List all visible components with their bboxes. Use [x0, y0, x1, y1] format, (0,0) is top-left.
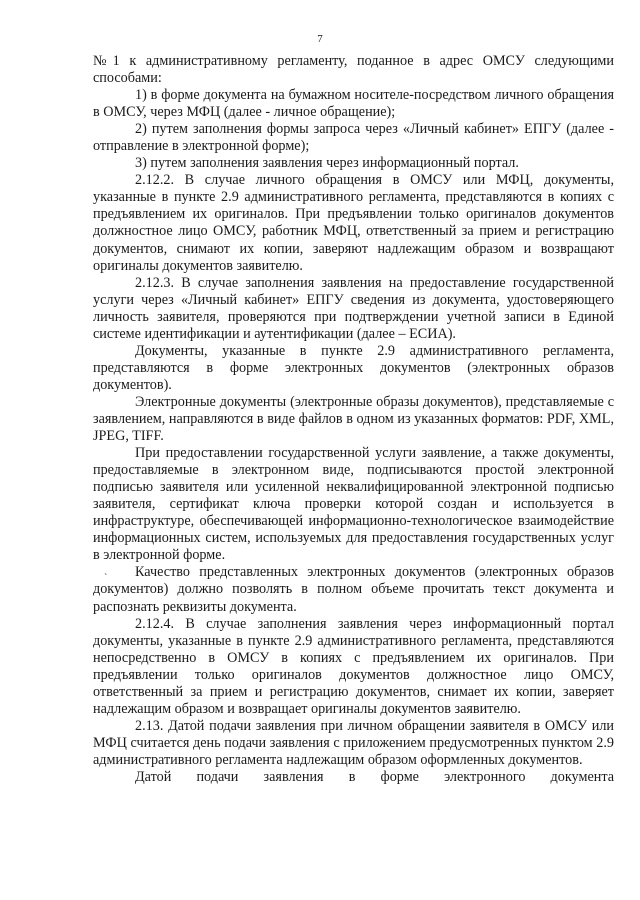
document-body — [93, 53, 614, 786]
page-number: 7 — [317, 33, 323, 45]
paragraph: Документы, указанные в пункте 2.9 административного регламента, представляются в форме электронных документов (электронных образов документов). — [93, 342, 614, 393]
paragraph: 2.13. Датой подачи заявления при личном обращении заявителя в ОМСУ или МФЦ считается день подачи заявления с приложением предусмотренных пунктом 2.9 административного регламента надлежащим образом оформленных документов. — [93, 717, 614, 768]
paragraph: 2.12.4. В случае заполнения заявления через информационный портал документы, указанные в пункте 2.9 административного регламента, представляются непосредственно в ОМСУ в копиях с предъявлением их оригиналов. При предъявлении только оригиналов документов должностное лицо ОМСУ, ответственный за прием и регистрацию документов, снимает их копии, заверяет надлежащим образом и возвращает оригиналы документов заявителю. — [93, 615, 614, 717]
stray-mark: ` — [104, 573, 108, 584]
paragraph: 2) путем заполнения формы запроса через «Личный кабинет» ЕПГУ (далее - отправление в электронной форме); — [93, 121, 614, 155]
paragraph: Качество представленных электронных документов (электронных образов документов) должно позволять в полном объеме прочитать текст документа и распознать реквизиты документа. — [93, 564, 614, 615]
paragraph: 3) путем заполнения заявления через информационный портал. — [135, 155, 519, 172]
paragraph: 2.12.3. В случае заполнения заявления на предоставление государственной услуги через «Личный кабинет» ЕПГУ сведения из документа, удостоверяющего личность заявителя, проверяются при подтверждении учетной записи в Единой системе идентификации и аутентификации (далее – ЕСИА). — [93, 274, 614, 342]
paragraph: 1) в форме документа на бумажном носителе-посредством личного обращения в ОМСУ, через МФЦ (далее - личное обращение); — [93, 87, 614, 121]
paragraph: Датой подачи заявления в форме электронного документа — [135, 768, 614, 785]
paragraph: При предоставлении государственной услуги заявление, а также документы, предоставляемые в электронном виде, подписываются простой электронной подписью заявителя или усиленной неквалифицированной электронной подписью заявителя, сертификат ключа проверки которой создан и используется в инфраструктуре, обеспечивающей информационно-технологическое взаимодействие информационных систем, используемых для предоставления государственных услуг в электронной форме. — [93, 445, 614, 564]
paragraph: 2.12.2. В случае личного обращения в ОМСУ или МФЦ, документы, указанные в пункте 2.9 административного регламента, представляются в копиях с предъявлением их оригиналов. При предъявлении только оригиналов документов должностное лицо ОМСУ, работник МФЦ, ответственный за прием и регистрацию документов, снимают их копии, заверяют надлежащим образом и возвращают оригиналы документов заявителю. — [93, 172, 614, 274]
paragraph: №1 к административному регламенту, поданное в адрес ОМСУ следующими способами: — [93, 53, 614, 87]
paragraph: Электронные документы (электронные образы документов), представляемые с заявлением, направляются в виде файлов в одном из указанных форматов: PDF, XML, JPEG, TIFF. — [93, 393, 614, 445]
